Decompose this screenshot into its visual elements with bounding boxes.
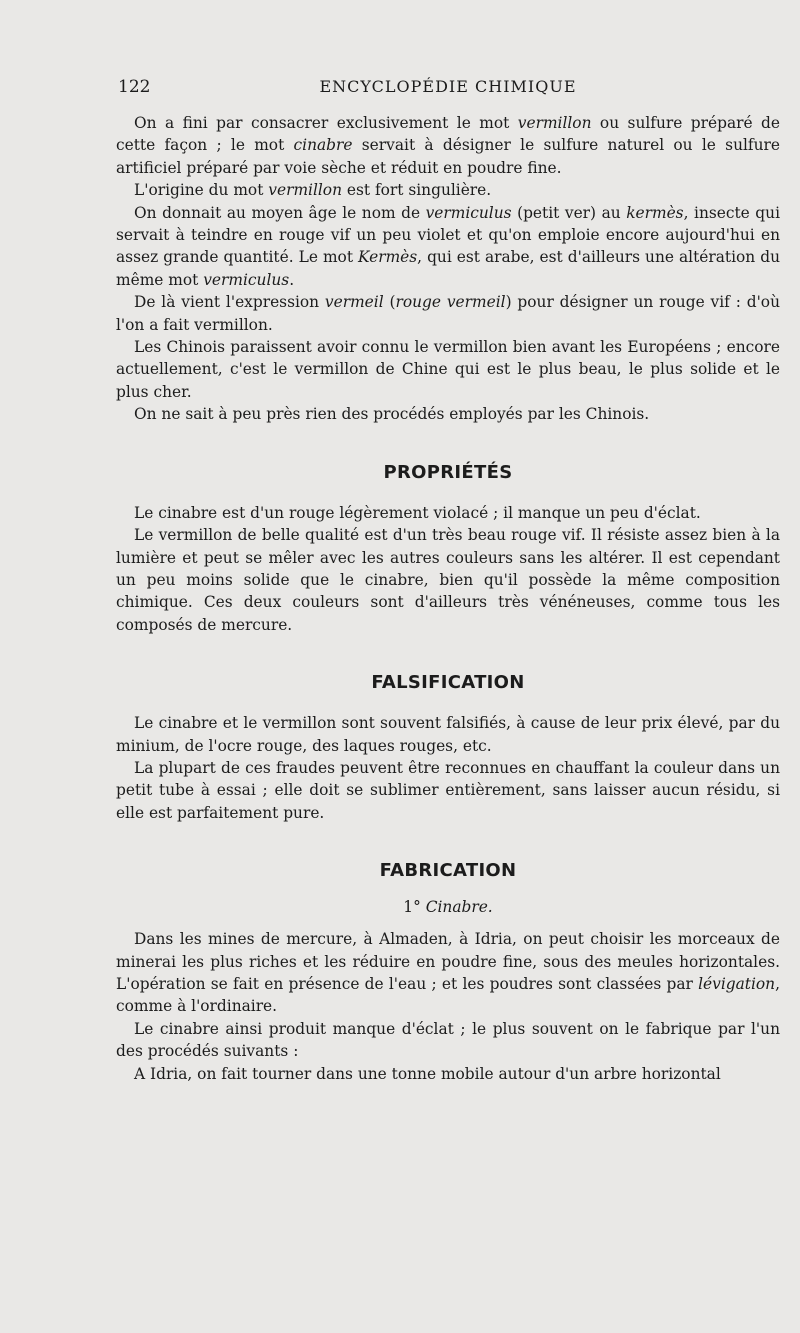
running-header: [118, 77, 778, 99]
paragraph: A Idria, on fait tourner dans une tonne mobile autour d'un arbre horizontal: [134, 1064, 721, 1083]
paragraph: Le cinabre ainsi produit manque d'éclat ; le plus souvent on le fabrique par l'un des procédés suivants :: [116, 1019, 780, 1061]
paragraph: On ne sait à peu près rien des procédés employés par les Chinois.: [134, 405, 650, 424]
paragraph: La plupart de ces fraudes peuvent être reconnues en chauffant la couleur dans un petit tube à essai ; elle doit se sublimer entièrement, sans laisser aucun résidu, si elle est parfaitement pure.: [116, 758, 780, 822]
subsection-heading: 1° Cinabre.: [403, 898, 493, 917]
running-title: ENCYCLOPÉDIE CHIMIQUE: [319, 77, 577, 96]
paragraph: On donnait au moyen âge le nom de vermiculus (petit ver) au kermès, insecte qui servait à teindre en rouge vif un peu violet et qu'on emploie encore aujourd'hui en assez grande quantité. Le mot Kermès, qui est arabe, est d'ailleurs une altération du même mot vermiculus.: [116, 203, 780, 289]
paragraph: Le vermillon de belle qualité est d'un très beau rouge vif. Il résiste assez bien à la lumière et peut se mêler avec les autres couleurs sans les altérer. Il est cependant un peu moins solide que le cinabre, bien qu'il possède la même composition chimique. Ces deux couleurs sont d'ailleurs très vénéneuses, comme tous les composés de mercure.: [116, 526, 780, 634]
paragraph: Les Chinois paraissent avoir connu le vermillon bien avant les Européens ; encore actuellement, c'est le vermillon de Chine qui est le plus beau, le plus solide et le plus cher.: [116, 338, 780, 401]
page-body: [116, 112, 780, 1085]
paragraph: Le cinabre est d'un rouge légèrement violacé ; il manque un peu d'éclat.: [134, 503, 701, 522]
paragraph: De là vient l'expression vermeil (rouge vermeil) pour désigner un rouge vif : d'où l'on a fait vermillon.: [116, 293, 780, 334]
section-heading-fabrication: FABRICATION: [379, 860, 517, 882]
paragraph: On a fini par consacrer exclusivement le mot vermillon ou sulfure préparé de cette façon ; le mot cinabre servait à désigner le sulfure naturel ou le sulfure artificiel préparé par voie sèche et réduit en poudre fine.: [116, 114, 781, 177]
paragraph: Le cinabre et le vermillon sont souvent falsifiés, à cause de leur prix élevé, par du minium, de l'ocre rouge, des laques rouges, etc.: [116, 714, 780, 755]
section-heading-falsification: FALSIFICATION: [371, 672, 525, 694]
paragraph: Dans les mines de mercure, à Almaden, à Idria, on peut choisir les morceaux de minerai les plus riches et les réduire en poudre fine, sous des meules horizontales. L'opération se fait en présence de l'eau ; et les poudres sont classées par lévigation, comme à l'ordinaire.: [116, 930, 780, 1016]
paragraph: L'origine du mot vermillon est fort singulière.: [134, 181, 492, 200]
page-number: 122: [118, 77, 151, 97]
section-heading-proprietes: PROPRIÉTÉS: [383, 461, 513, 483]
